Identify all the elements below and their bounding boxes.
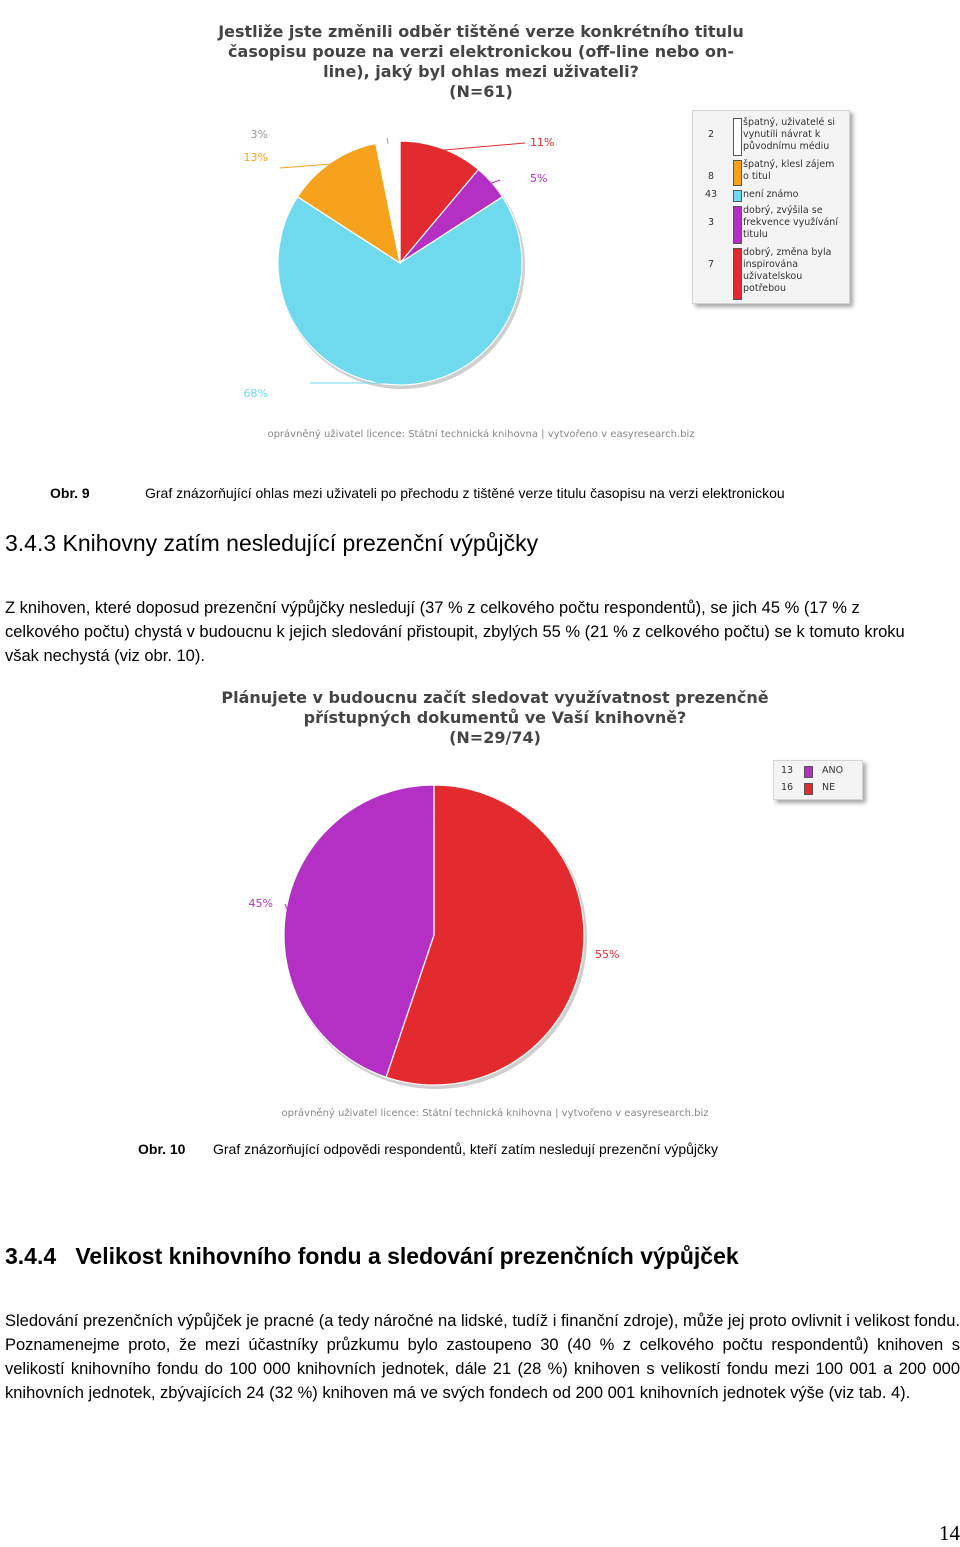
- pie-label-2: 5%: [530, 172, 548, 185]
- pie-label-5: 3%: [250, 128, 268, 141]
- legend-count: 16: [780, 782, 794, 793]
- legend-label: špatný, uživatelé si vynutili návrat k původnímu médiu: [743, 117, 835, 152]
- legend-label: není známo: [743, 189, 799, 200]
- legend-label: ANO: [822, 765, 844, 776]
- pie-label-1: 55%: [595, 948, 620, 961]
- chart-2-pie: [120, 672, 870, 1132]
- chart-2: [120, 672, 870, 1132]
- legend-swatch: [733, 118, 742, 156]
- chart-1-title-line: (N=61): [449, 82, 513, 101]
- section-3-4-4-heading: 3.4.4 Velikost knihovního fondu a sledování prezenčních výpůjček: [5, 1243, 739, 1269]
- chart-2-legend: [773, 760, 863, 800]
- chart-1: [105, 0, 857, 458]
- chart-1-legend: [692, 110, 850, 304]
- legend-count: 7: [707, 259, 715, 270]
- legend-label: dobrý, změna byla inspirována uživatelskou potřebou: [743, 247, 832, 294]
- chart-1-credit: oprávněný uživatel licence: Státní technická knihovna | vytvořeno v easyresearch.biz: [267, 429, 695, 440]
- legend-swatch: [733, 190, 742, 202]
- figure-10-label: Obr. 10: [138, 1141, 186, 1157]
- pie-label-4: 13%: [243, 151, 268, 164]
- legend-count: 13: [780, 765, 794, 776]
- pie-leader-1: [441, 143, 525, 150]
- section-3-4-3-heading: 3.4.3 Knihovny zatím nesledující prezenční výpůjčky: [5, 530, 539, 556]
- figure-9-text: Graf znázorňující ohlas mezi uživateli po přechodu z tištěné verze titulu časopisu na verzi elektronickou: [145, 485, 785, 501]
- pie-label-1: 11%: [530, 136, 555, 149]
- chart-1-title-line: časopisu pouze na verzi elektronickou (off-line nebo on-: [228, 42, 734, 61]
- legend-count: 8: [707, 171, 715, 182]
- legend-label: špatný, klesl zájem o titul: [743, 159, 835, 182]
- section-3-4-4-body: Sledování prezenčních výpůjček je pracné (a tedy náročné na lidské, tudíž i finanční zdroje), může jej proto ovlivnit i velikost fondu. Poznamenejme proto, že mezi účastníky průzkumu bylo zastoupeno 30 (40 % z celkového počtu respondentů) knihoven s velikostí knihovního fondu do 100 000 knihovních jednotek, dále 21 (28 %) knihoven s velikostí fondu mezi 100 001 a 200 000 knihovních jednotek, zbývajících 24 (32 %) knihoven má ve svých fondech od 200 001 knihovních jednotek výše (viz tab. 4).: [5, 1312, 960, 1402]
- section-3-4-3-body: Z knihoven, které doposud prezenční výpůjčky nesledují (37 % z celkového počtu respondentů), se jich 45 % (17 % z celkového počtu) chystá v budoucnu k jejich sledování přistoupit, zbylých 55 % (21 % z celkového počtu) se k tomuto kroku však nechystá (viz obr. 10).: [5, 599, 905, 665]
- chart-2-credit: oprávněný uživatel licence: Státní technická knihovna | vytvořeno v easyresearch.biz: [281, 1108, 709, 1119]
- legend-count: 3: [707, 217, 715, 228]
- legend-count: 43: [704, 189, 718, 200]
- legend-label: dobrý, zvýšila se frekvence využívání titulu: [743, 205, 838, 240]
- legend-label: NE: [822, 782, 836, 793]
- legend-swatch: [804, 783, 813, 795]
- figure-10-text: Graf znázorňující odpovědi respondentů, kteří zatím nesledují prezenční výpůjčky: [213, 1141, 719, 1157]
- legend-swatch: [804, 766, 813, 778]
- chart-2-title-line: (N=29/74): [449, 728, 541, 747]
- chart-2-title-line: přístupných dokumentů ve Vaší knihovně?: [303, 708, 687, 727]
- pie-label-2: 45%: [248, 897, 273, 910]
- legend-swatch: [733, 206, 742, 244]
- chart-1-title-line: line), jaký byl ohlas mezi uživateli?: [323, 62, 639, 81]
- legend-count: 2: [707, 129, 715, 140]
- pie-label-3: 68%: [243, 387, 268, 400]
- figure-9-label: Obr. 9: [50, 485, 90, 501]
- chart-1-title-line: Jestliže jste změnili odběr tištěné verze konkrétního titulu: [218, 22, 744, 41]
- page-number: 14: [939, 1521, 960, 1545]
- legend-swatch: [733, 160, 742, 186]
- chart-2-title-line: Plánujete v budoucnu začít sledovat využívatnost prezenčně: [221, 688, 769, 707]
- legend-swatch: [733, 248, 742, 300]
